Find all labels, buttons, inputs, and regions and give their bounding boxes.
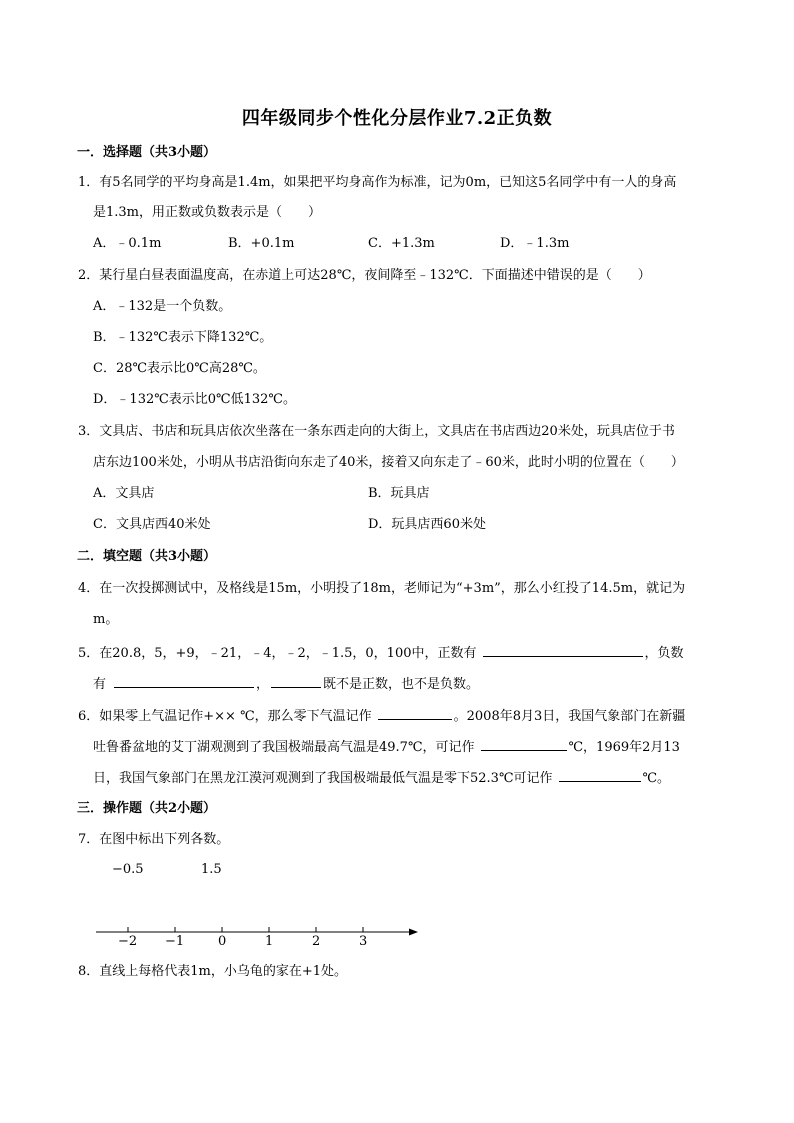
q2-option-d: D．﹣132℃表示比0℃低132℃。: [93, 392, 296, 407]
q6-text-part2: 。2008年8月3日，我国气象部门在新疆: [453, 709, 686, 724]
page-title: 四年级同步个性化分层作业7.2正负数: [241, 108, 553, 129]
q4-text-line1: 4．在一次投掷测试中，及格线是15m，小明投了18m，老师记为“+3m”，那么小红投了14.5m，就记为: [78, 581, 686, 596]
number-line-tick-label: −2: [118, 934, 138, 949]
section-fill-heading: 二．填空题（共3小题）: [77, 549, 217, 564]
q2-option-c: C．28℃表示比0℃高28℃。: [93, 361, 266, 376]
q1-option-b: B．+0.1m: [228, 236, 295, 251]
q5-text-part4: ，: [256, 677, 270, 692]
number-line-ticks: [128, 927, 363, 932]
number-line-tick-label: 0: [218, 934, 227, 949]
q5-text-part1: 5．在20.8，5，+9，﹣21，﹣4，﹣2，﹣1.5，0，100中，正数有: [78, 646, 477, 661]
number-line-tick-label: −1: [165, 934, 185, 949]
number-line-tick-label: 2: [312, 934, 321, 949]
q5-text-part3: 有: [93, 677, 107, 692]
section-operation-heading: 三．操作题（共2小题）: [77, 801, 217, 816]
q3-option-b: B．玩具店: [368, 486, 430, 501]
q8-text-line1: 8．直线上每格代表1m，小乌龟的家在+1处。: [78, 964, 348, 979]
number-line-tick-label: 3: [359, 934, 368, 949]
q7-value-1: −0.5: [112, 862, 144, 877]
q1-option-c: C．+1.3m: [368, 236, 435, 251]
q1-option-d: D．﹣1.3m: [500, 236, 570, 251]
q1-text-line1: 1．有5名同学的平均身高是1.4m，如果把平均身高作为标准，记为0m，已知这5名同学中有一人的身高: [78, 175, 677, 190]
q4-text-line2: m。: [93, 612, 119, 627]
q3-option-a: A．文具店: [93, 486, 155, 501]
q6-text-part1: 6．如果零上气温记作+×× ℃，那么零下气温记作: [78, 709, 372, 724]
q2-text-line1: 2．某行星白昼表面温度高，在赤道上可达28℃，夜间降至﹣132℃．下面描述中错误的是（ ）: [78, 268, 651, 283]
q2-option-b: B．﹣132℃表示下降132℃。: [93, 330, 273, 345]
q1-option-a: A．﹣0.1m: [93, 236, 162, 251]
q7-value-2: 1.5: [201, 862, 222, 877]
q2-option-a: A．﹣132是一个负数。: [93, 299, 232, 314]
q1-text-line2: 是1.3m，用正数或负数表示是（ ）: [93, 205, 322, 220]
q3-option-c: C．文具店西40米处: [93, 517, 211, 532]
q6-text-part5: 日，我国气象部门在黑龙江漠河观测到了我国极端最低气温是零下52.3℃可记作: [93, 771, 553, 786]
number-line-arrow: [409, 929, 418, 936]
q3-text-line1: 3．文具店、书店和玩具店依次坐落在一条东西走向的大街上，文具店在书店西边20米处，玩具店位于书: [78, 424, 675, 439]
number-line-tick-label: 1: [265, 934, 274, 949]
q7-text-line1: 7．在图中标出下列各数。: [78, 832, 230, 847]
q3-text-line2: 店东边100米处，小明从书店沿街向东走了40米，接着又向东走了﹣60米，此时小明的位置在（ ）: [93, 455, 684, 470]
q5-text-part5: 既不是正数，也不是负数。: [323, 677, 480, 692]
q6-text-part3: 吐鲁番盆地的艾丁湖观测到了我国极端最高气温是49.7℃，可记作: [93, 740, 475, 755]
q6-text-part4: ℃，1969年2月13: [568, 740, 680, 755]
q5-text-part2: ，负数: [644, 646, 684, 661]
section-choice-heading: 一．选择题（共3小题）: [77, 145, 217, 160]
q6-text-part6: ℃。: [642, 771, 671, 786]
q3-option-d: D．玩具店西60米处: [368, 517, 486, 532]
